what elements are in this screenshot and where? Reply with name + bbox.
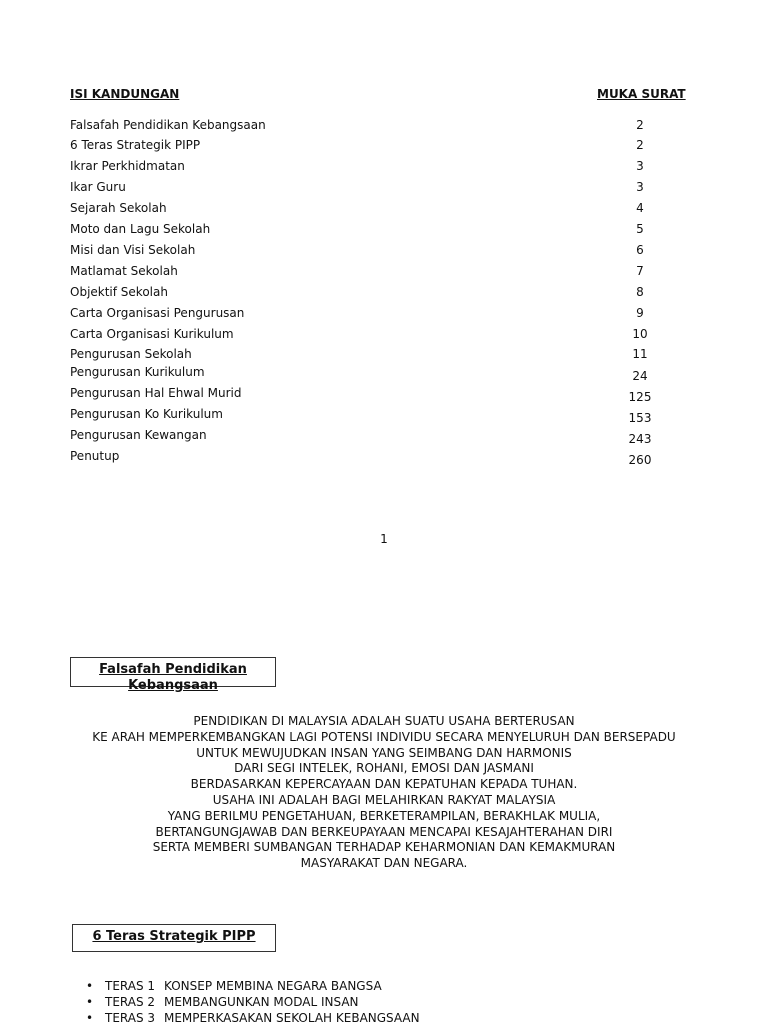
toc-entry-title: Moto dan Lagu Sekolah <box>70 222 211 236</box>
toc-entry-page: 3 <box>636 180 644 194</box>
toc-entry-page: 7 <box>636 264 644 278</box>
teras-text: KONSEP MEMBINA NEGARA BANGSA <box>164 979 382 993</box>
toc-entry-page: 2 <box>636 138 644 152</box>
falsafah-heading-box <box>70 657 276 693</box>
toc-entry-page: 5 <box>636 222 644 236</box>
toc-entry-page: 2 <box>636 118 644 132</box>
toc-row <box>0 407 768 425</box>
toc-row <box>0 264 768 282</box>
bullet-icon: • <box>86 1011 94 1024</box>
toc-row <box>0 386 768 404</box>
toc-row <box>0 159 768 177</box>
falsafah-line: DARI SEGI INTELEK, ROHANI, EMOSI DAN JASMANI <box>234 761 534 776</box>
toc-heading: ISI KANDUNGAN <box>70 87 180 101</box>
toc-row <box>0 222 768 240</box>
teras-text: MEMPERKASAKAN SEKOLAH KEBANGSAAN <box>164 1011 420 1024</box>
toc-entry-page: 6 <box>636 243 644 257</box>
teras-label: TERAS 2 <box>105 995 156 1009</box>
toc-entry-title: Sejarah Sekolah <box>70 201 167 215</box>
teras-text: MEMBANGUNKAN MODAL INSAN <box>164 995 359 1009</box>
teras-label: TERAS 1 <box>105 979 156 993</box>
toc-entry-title: Penutup <box>70 449 120 463</box>
falsafah-line: PENDIDIKAN DI MALAYSIA ADALAH SUATU USAHA BERTERUSAN <box>193 714 575 728</box>
toc-row <box>0 285 768 303</box>
falsafah-line: SERTA MEMBERI SUMBANGAN TERHADAP KEHARMONIAN DAN KEMAKMURAN <box>152 840 616 855</box>
teras-heading-box <box>72 924 276 952</box>
toc-row <box>0 201 768 219</box>
falsafah-line: MASYARAKAT DAN NEGARA. <box>300 856 468 871</box>
toc-row <box>0 118 768 136</box>
teras-heading: 6 Teras Strategik PIPP <box>92 929 256 944</box>
toc-entry-page: 10 <box>632 327 648 341</box>
toc-entry-title: Pengurusan Kewangan <box>70 428 207 442</box>
toc-entry-title: Matlamat Sekolah <box>70 264 178 278</box>
toc-entry-title: Pengurusan Sekolah <box>70 347 192 361</box>
toc-entry-page: 8 <box>636 285 644 299</box>
toc-entry-title: Objektif Sekolah <box>70 285 168 299</box>
toc-entry-page: 24 <box>632 369 648 383</box>
bullet-icon: • <box>86 995 94 1009</box>
toc-row <box>0 243 768 261</box>
toc-row <box>0 306 768 324</box>
toc-entry-title: Carta Organisasi Kurikulum <box>70 327 234 341</box>
falsafah-line: BERTANGUNGJAWAB DAN BERKEUPAYAAN MENCAPAI KESAJAHTERAHAN DIRI <box>155 824 613 839</box>
toc-entry-title: Carta Organisasi Pengurusan <box>70 306 245 320</box>
toc-row <box>0 347 768 365</box>
toc-entry-page: 3 <box>636 159 644 173</box>
falsafah-line: BERDASARKAN KEPERCAYAAN DAN KEPATUHAN KEPADA TUHAN. <box>190 777 578 792</box>
toc-entry-page: 11 <box>632 347 648 361</box>
toc-row <box>0 327 768 345</box>
falsafah-line: YANG BERILMU PENGETAHUAN, BERKETERAMPILAN, BERAKHLAK MULIA, <box>167 808 601 823</box>
toc-entry-title: Pengurusan Ko Kurikulum <box>70 407 223 421</box>
toc-entry-title: Pengurusan Hal Ehwal Murid <box>70 386 242 400</box>
falsafah-line: KE ARAH MEMPERKEMBANGKAN LAGI POTENSI INDIVIDU SECARA MENYELURUH DAN BERSEPADU <box>92 729 676 744</box>
toc-page-heading: MUKA SURAT <box>597 87 686 101</box>
toc-entry-page: 9 <box>636 306 644 320</box>
toc-entry-title: Falsafah Pendidikan Kebangsaan <box>70 118 266 132</box>
toc-entry-title: Ikar Guru <box>70 180 126 194</box>
toc-entry-title: 6 Teras Strategik PIPP <box>70 138 201 152</box>
list-item <box>0 1011 768 1024</box>
falsafah-heading-line2: Kebangsaan <box>128 678 218 693</box>
toc-row <box>0 365 768 383</box>
falsafah-line: UNTUK MEWUJUDKAN INSAN YANG SEIMBANG DAN HARMONIS <box>196 745 572 760</box>
toc-entry-page: 243 <box>628 432 652 446</box>
teras-label: TERAS 3 <box>105 1011 156 1024</box>
toc-entry-title: Pengurusan Kurikulum <box>70 365 205 379</box>
toc-entry-title: Misi dan Visi Sekolah <box>70 243 196 257</box>
toc-entry-page: 260 <box>628 453 652 467</box>
toc-row <box>0 138 768 156</box>
toc-entry-page: 4 <box>636 201 644 215</box>
toc-row <box>0 180 768 198</box>
toc-entry-page: 125 <box>628 390 652 404</box>
toc-entry-page: 153 <box>628 411 652 425</box>
falsafah-text <box>0 714 768 872</box>
toc-row <box>0 428 768 446</box>
page-number: 1 <box>380 532 388 546</box>
falsafah-heading-line1: Falsafah Pendidikan <box>99 662 247 677</box>
bullet-icon: • <box>86 979 94 993</box>
toc-entry-title: Ikrar Perkhidmatan <box>70 159 185 173</box>
falsafah-line: USAHA INI ADALAH BAGI MELAHIRKAN RAKYAT MALAYSIA <box>212 792 556 807</box>
list-item <box>0 995 768 1011</box>
toc-row <box>0 449 768 467</box>
list-item <box>0 979 768 995</box>
